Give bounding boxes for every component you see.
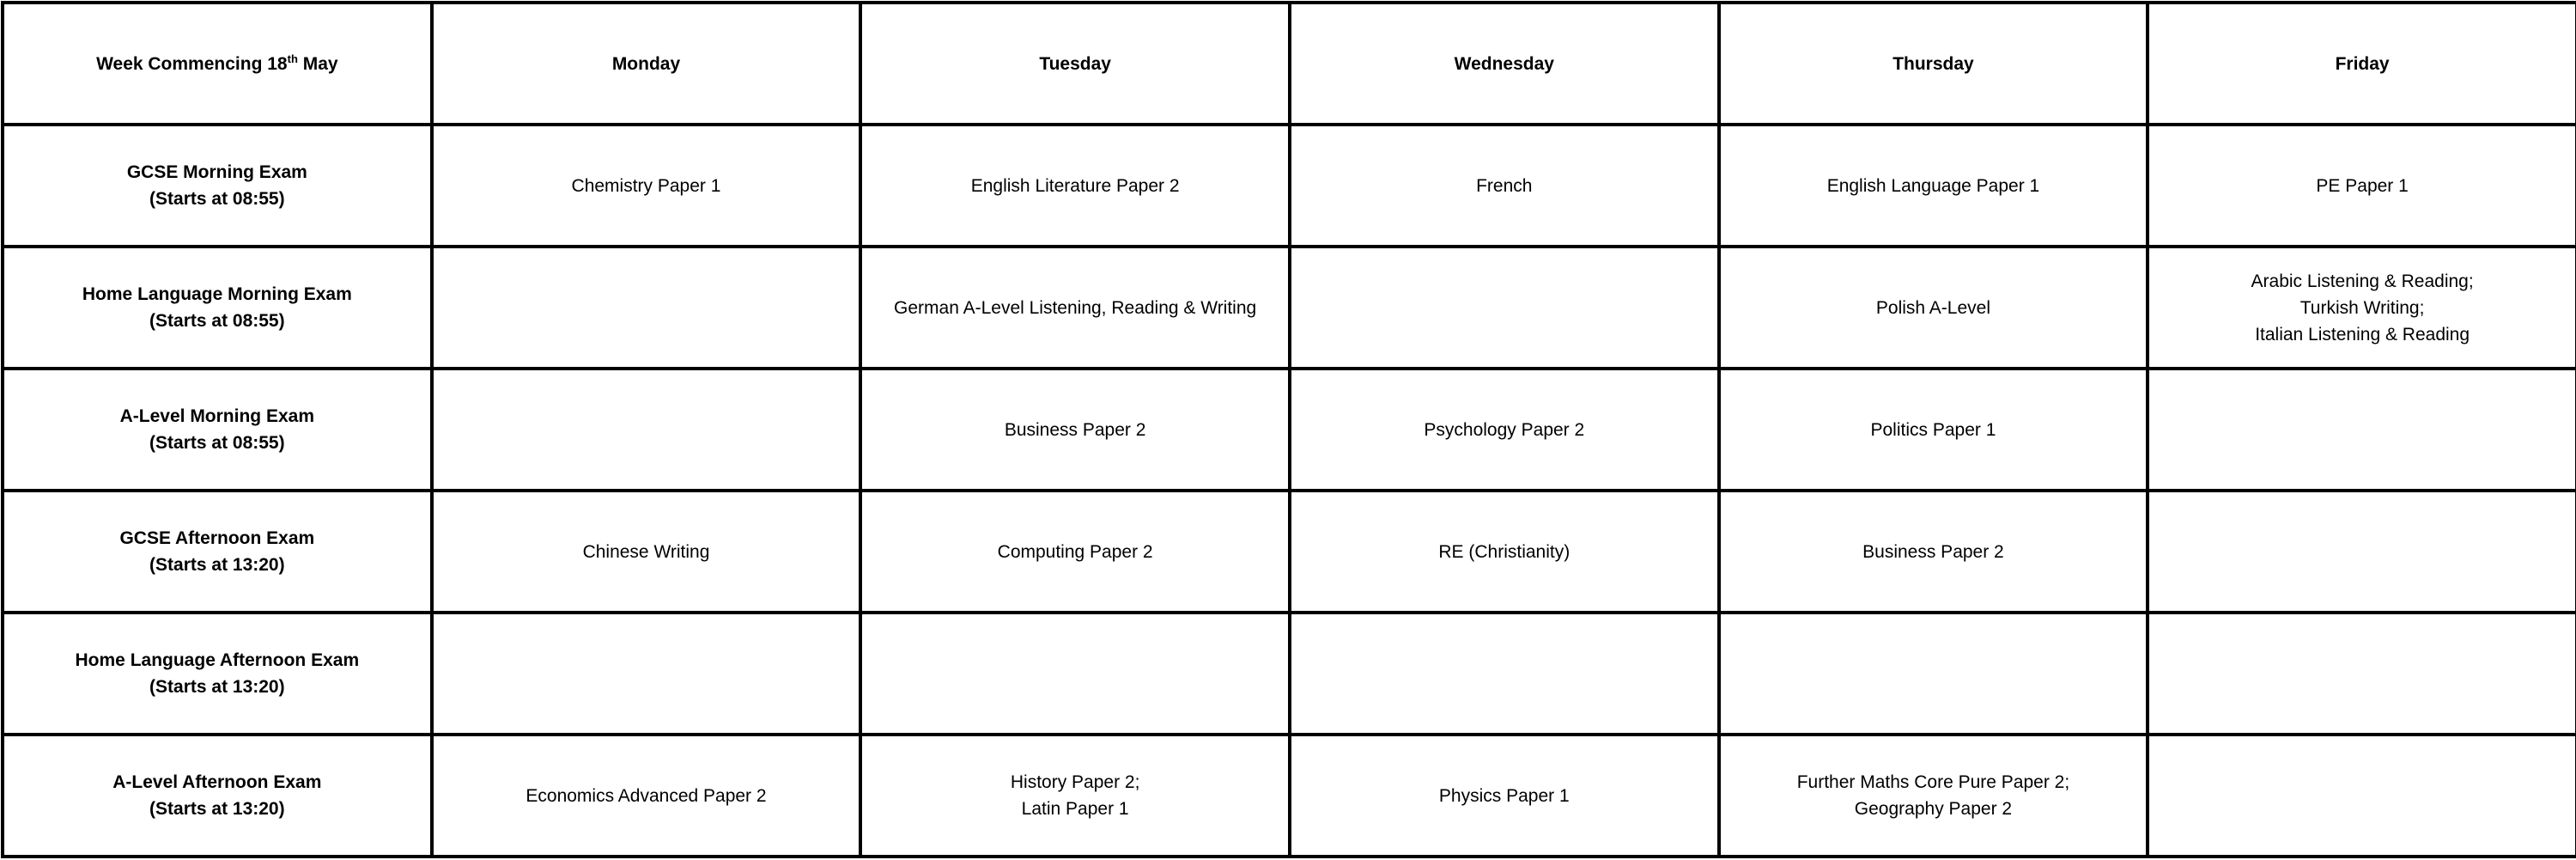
exam-cell-wednesday (1290, 369, 1719, 491)
session-label-cell (3, 247, 432, 369)
session-start-time: (Starts at 13:20) (149, 799, 285, 819)
day-header-monday: Monday (432, 3, 861, 125)
session-name: Home Language Afternoon Exam (75, 650, 360, 670)
exam-entry: Chemistry Paper 1 (571, 175, 721, 196)
exam-entry: Computing Paper 2 (997, 541, 1153, 562)
exam-entry: German A-Level Listening, Reading & Writing (894, 297, 1257, 318)
session-label-cell (3, 735, 432, 857)
exam-entry: French (1476, 175, 1533, 196)
exam-cell-thursday (1719, 613, 2148, 735)
exam-cell-tuesday (860, 125, 1290, 247)
exam-entry: Polish A-Level (1875, 297, 1990, 318)
exam-cell-thursday (1719, 735, 2148, 857)
session-name: GCSE Morning Exam (126, 162, 307, 182)
exam-entry: Chinese Writing (582, 541, 710, 562)
exam-cell-monday (432, 491, 861, 613)
exam-cell-tuesday (860, 613, 1290, 735)
session-start-time: (Starts at 08:55) (149, 433, 285, 453)
exam-cell-tuesday (860, 369, 1290, 491)
exam-cell-monday (432, 247, 861, 369)
week-label-suffix: May (297, 53, 338, 74)
exam-cell-monday (432, 369, 861, 491)
exam-cell-wednesday (1290, 735, 1719, 857)
exam-entry: Physics Paper 1 (1438, 785, 1570, 806)
exam-session-row (3, 369, 2576, 491)
exam-entry: Arabic Listening & Reading; (2251, 271, 2474, 291)
exam-cell-monday (432, 735, 861, 857)
exam-cell-tuesday (860, 247, 1290, 369)
exam-entry: Turkish Writing; (2300, 297, 2425, 318)
session-start-time: (Starts at 13:20) (149, 677, 285, 697)
session-start-time: (Starts at 08:55) (149, 311, 285, 331)
exam-timetable (1, 1, 2576, 858)
exam-cell-tuesday (860, 491, 1290, 613)
exam-cell-friday (2148, 735, 2576, 857)
exam-cell-monday (432, 125, 861, 247)
session-name: Home Language Morning Exam (82, 284, 352, 304)
exam-cell-thursday (1719, 369, 2148, 491)
exam-entry: English Language Paper 1 (1826, 175, 2040, 196)
session-label-cell (3, 613, 432, 735)
exam-entry: Psychology Paper 2 (1424, 419, 1585, 440)
session-name: GCSE Afternoon Exam (119, 528, 315, 548)
exam-entry: Economics Advanced Paper 2 (526, 785, 767, 806)
exam-entry: Business Paper 2 (1862, 541, 2004, 562)
exam-cell-friday (2148, 613, 2576, 735)
exam-cell-friday (2148, 369, 2576, 491)
exam-cell-wednesday (1290, 247, 1719, 369)
exam-session-row (3, 125, 2576, 247)
exam-cell-thursday (1719, 491, 2148, 613)
day-header-friday: Friday (2148, 3, 2576, 125)
session-start-time: (Starts at 13:20) (149, 555, 285, 575)
exam-cell-friday (2148, 491, 2576, 613)
week-label-prefix: Week Commencing 18 (96, 53, 288, 74)
exam-entry: Italian Listening & Reading (2255, 324, 2470, 345)
exam-entry: PE Paper 1 (2316, 175, 2409, 196)
exam-cell-wednesday (1290, 491, 1719, 613)
exam-cell-friday (2148, 247, 2576, 369)
exam-session-row (3, 613, 2576, 735)
week-commencing-cell (3, 3, 432, 125)
session-label-cell (3, 491, 432, 613)
exam-entry: English Literature Paper 2 (970, 175, 1180, 196)
session-start-time: (Starts at 08:55) (149, 189, 285, 209)
session-label-cell (3, 125, 432, 247)
exam-entry: Further Maths Core Pure Paper 2; (1796, 772, 2070, 792)
exam-entry: Geography Paper 2 (1854, 799, 2013, 819)
session-name: A-Level Morning Exam (119, 406, 315, 426)
session-name: A-Level Afternoon Exam (112, 772, 322, 792)
exam-cell-wednesday (1290, 125, 1719, 247)
exam-cell-thursday (1719, 247, 2148, 369)
exam-entry: Politics Paper 1 (1870, 419, 1996, 440)
day-header-tuesday: Tuesday (860, 3, 1290, 125)
exam-entry: Business Paper 2 (1004, 419, 1146, 440)
day-header-wednesday: Wednesday (1290, 3, 1719, 125)
exam-session-row (3, 247, 2576, 369)
exam-session-row (3, 735, 2576, 857)
exam-entry: Latin Paper 1 (1021, 799, 1129, 819)
exam-cell-thursday (1719, 125, 2148, 247)
exam-session-row (3, 491, 2576, 613)
session-label-cell (3, 369, 432, 491)
exam-entry: RE (Christianity) (1438, 541, 1571, 562)
exam-entry: History Paper 2; (1010, 772, 1140, 792)
header-row (3, 3, 2576, 125)
exam-cell-monday (432, 613, 861, 735)
exam-cell-wednesday (1290, 613, 1719, 735)
exam-cell-tuesday (860, 735, 1290, 857)
week-label-ordinal: th (287, 52, 298, 65)
timetable-body (3, 3, 2576, 857)
exam-cell-friday (2148, 125, 2576, 247)
day-header-thursday: Thursday (1719, 3, 2148, 125)
